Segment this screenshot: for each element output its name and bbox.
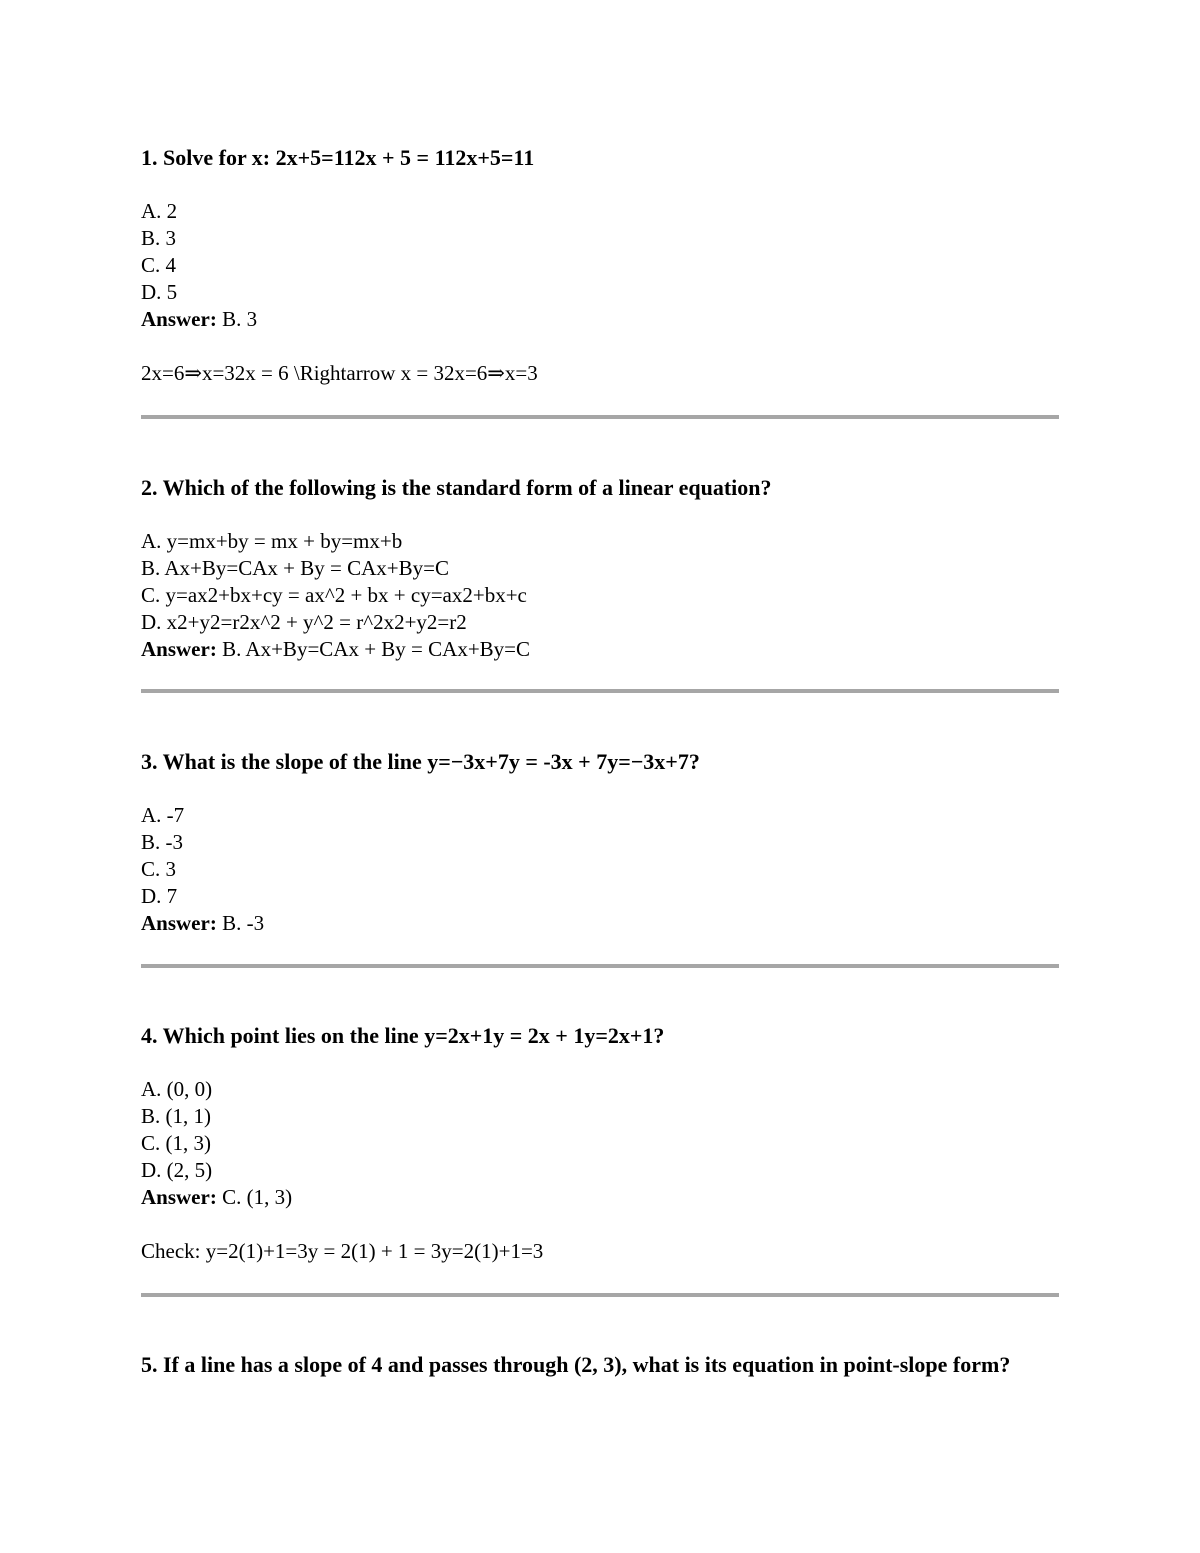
option-a: A. -7 xyxy=(141,803,185,827)
answer-value: C. (1, 3) xyxy=(216,1185,293,1209)
question-4-note: Check: y=2(1)+1=3y = 2(1) + 1 = 3y=2(1)+1=3 xyxy=(141,1239,544,1263)
divider xyxy=(141,689,1059,693)
divider xyxy=(141,415,1059,419)
answer-line xyxy=(141,910,1059,937)
question-2 xyxy=(141,473,1059,663)
question-5-title: 5. If a line has a slope of 4 and passes through (2, 3), what is its equation in point-slope form? xyxy=(141,1352,1011,1377)
answer-value: B. -3 xyxy=(216,911,265,935)
question-2-title: 2. Which of the following is the standard form of a linear equation? xyxy=(141,475,772,500)
option-b: B. Ax+By=CAx + By = CAx+By=C xyxy=(141,556,449,580)
answer-value: B. Ax+By=CAx + By = CAx+By=C xyxy=(216,637,531,661)
answer-label: Answer: xyxy=(141,1185,217,1209)
answer-line xyxy=(141,636,1059,663)
option-a: A. 2 xyxy=(141,199,178,223)
option-d: D. 5 xyxy=(141,280,178,304)
question-1 xyxy=(141,143,1059,387)
question-4-options xyxy=(141,1076,1059,1211)
divider xyxy=(141,1293,1059,1297)
divider xyxy=(141,964,1059,968)
question-5 xyxy=(141,1350,1059,1380)
option-c: C. 4 xyxy=(141,253,177,277)
question-1-note: 2x=6⇒x=32x = 6 \Rightarrow x = 32x=6⇒x=3 xyxy=(141,361,538,385)
option-b: B. -3 xyxy=(141,830,183,854)
option-b: B. 3 xyxy=(141,226,177,250)
option-c: C. y=ax2+bx+cy = ax^2 + bx + cy=ax2+bx+c xyxy=(141,583,527,607)
question-2-options xyxy=(141,528,1059,663)
option-a: A. (0, 0) xyxy=(141,1077,213,1101)
option-c: C. (1, 3) xyxy=(141,1131,211,1155)
question-4-title: 4. Which point lies on the line y=2x+1y = 2x + 1y=2x+1? xyxy=(141,1023,665,1048)
answer-line xyxy=(141,306,1059,333)
question-1-title: 1. Solve for x: 2x+5=112x + 5 = 112x+5=11 xyxy=(141,145,535,170)
option-d: D. 7 xyxy=(141,884,178,908)
question-1-options xyxy=(141,198,1059,333)
option-d: D. x2+y2=r2x^2 + y^2 = r^2x2+y2=r2 xyxy=(141,610,467,634)
answer-label: Answer: xyxy=(141,637,217,661)
option-a: A. y=mx+by = mx + by=mx+b xyxy=(141,529,403,553)
question-4 xyxy=(141,1021,1059,1265)
question-3-title: 3. What is the slope of the line y=−3x+7y = -3x + 7y=−3x+7? xyxy=(141,749,700,774)
answer-value: B. 3 xyxy=(216,307,258,331)
question-3-options xyxy=(141,802,1059,937)
answer-label: Answer: xyxy=(141,911,217,935)
answer-line xyxy=(141,1184,1059,1211)
option-b: B. (1, 1) xyxy=(141,1104,211,1128)
question-3 xyxy=(141,747,1059,937)
option-d: D. (2, 5) xyxy=(141,1158,213,1182)
answer-label: Answer: xyxy=(141,307,217,331)
option-c: C. 3 xyxy=(141,857,177,881)
